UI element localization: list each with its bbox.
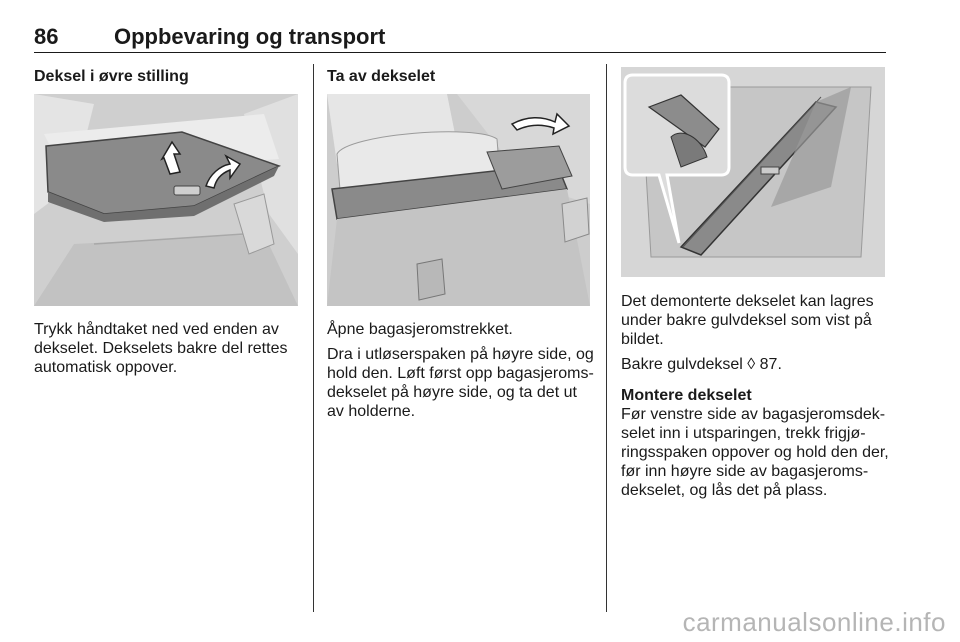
- body-text-open-cover: Åpne bagasjeromstrekket.: [327, 321, 513, 338]
- watermark: carmanualsonline.info: [682, 607, 946, 637]
- illustration-remove-cover: [327, 94, 590, 306]
- column-divider-1: [313, 64, 314, 612]
- column-2-body: [327, 320, 595, 427]
- page-ref-link[interactable]: 87.: [759, 356, 782, 373]
- illustration-stored-cover: [621, 67, 885, 277]
- section-heading-mount-cover: Montere dekselet: [621, 387, 752, 404]
- column-3-body: [621, 292, 893, 506]
- column-1-body: [34, 320, 302, 383]
- body-text-storage: Det demonterte dekselet kan lagres under bakre gulvdeksel som vist på bildet.: [621, 293, 874, 348]
- page-header: [34, 22, 886, 53]
- illustration-cover-upper: [34, 94, 298, 306]
- body-text-floor-cover-ref: [621, 355, 893, 374]
- body-text-remove-cover: Dra i utløserspaken på høyre side, og hold den. Løft først opp bagasjeromsdekselet på høyre side, og ta det ut av holderne.: [327, 346, 594, 420]
- body-text-mount-cover: Før venstre side av bagasjeromsdekselet inn i utsparingen, trekk frigjøringsspaken oppover og hold den der, før inn høyre side av bagasjeromsdekselet, og lås det på plass.: [621, 406, 889, 499]
- page-ref-icon: ◊: [747, 356, 756, 373]
- page-title: Oppbevaring og transport: [114, 24, 386, 49]
- page-number: 86: [34, 24, 59, 49]
- section-heading-upper-position: Deksel i øvre stilling: [34, 68, 189, 85]
- column-divider-2: [606, 64, 607, 612]
- section-heading-remove-cover: Ta av dekselet: [327, 68, 436, 85]
- column-1: [34, 67, 302, 86]
- column-2: [327, 67, 595, 86]
- ref-prefix: Bakre gulvdeksel: [621, 356, 743, 373]
- body-text-upper-position: Trykk håndtaket ned ved enden av dekselet. Dekselets bakre del rettes automatisk oppover.: [34, 321, 288, 376]
